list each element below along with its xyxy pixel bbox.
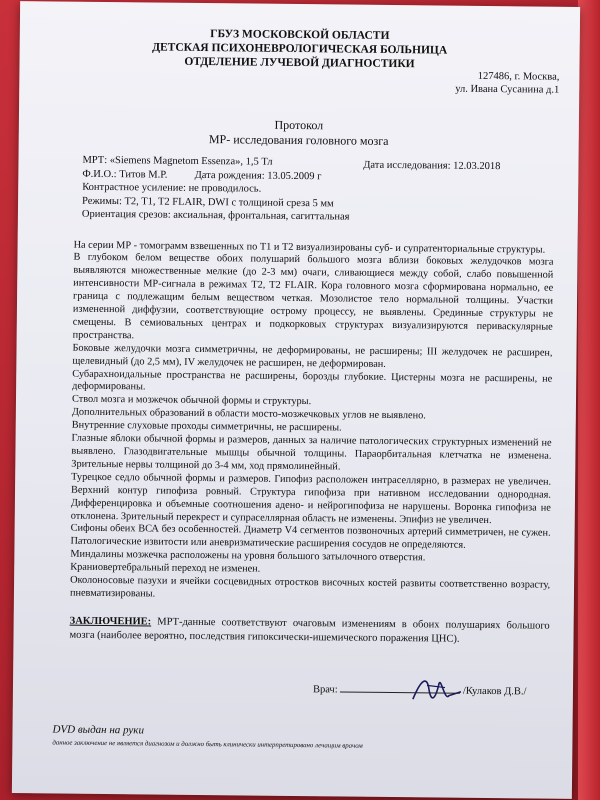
finding-paragraph: Краниовертебральный переход не изменен. [70, 561, 261, 575]
finding-paragraph: На серии МР - томограмм взвешенных по Т1 и Т2 визуализированы суб- и супратенториальные структуры. [73, 239, 546, 256]
findings-body [70, 239, 554, 605]
doctor-name: /Кулаков Д.В./ [462, 685, 527, 698]
institution-address [455, 70, 559, 97]
conclusion-label: ЗАКЛЮЧЕНИЕ: [69, 615, 152, 628]
finding-paragraph: Миндалины мозжечка расположены на уровня большого затылочного отверстия. [70, 548, 426, 564]
address-line-2: ул. Ивана Сусанина д.1 [455, 83, 560, 96]
finding-paragraph: Ствол мозга и мозжечок обычной формы и структуры. [71, 394, 312, 408]
scanner-info: МРТ: «Siemens Magnetom Essenza», 1,5 Тл [82, 154, 273, 168]
finding-paragraph: Субарахноидальные пространства не расширены, борозды глубокие. Цистерны мозга не расширены, не деформированы. [72, 368, 553, 393]
finding-paragraph: Глазные яблоки обычной формы и размеров, данных за наличие патологических структурных изменений не выявлено. Глазодвигательные мышцы обычной толщины. Параорбитальная клетчатка не изменена. Зрительные нервы толщиной до 3-4 мм, ход прямолинейный. [71, 432, 552, 473]
dvd-note: DVD выдан на руки [52, 723, 145, 737]
finding-paragraph: Дополнительных образований в области мосто-мозжечковых углов не выявлено. [71, 406, 426, 422]
signature-icon [405, 671, 465, 708]
finding-paragraph: Околоносовые пазухи и ячейки сосцевидных отростков височных костей развиты соответственно возрасту, пневматизированы. [69, 574, 551, 600]
finding-paragraph: Внутренние слуховые проходы симметричны, не расширены. [71, 419, 342, 434]
document-page [12, 1, 580, 799]
doctor-label: Врач: [312, 684, 338, 696]
document-title [19, 115, 579, 151]
conclusion-text: МРТ-данные соответствуют очаговым изменениям в обоих полушариях большого мозга (наиболее вероятно, последствия гипоксически-ишемического поражения ЦНС). [69, 616, 550, 645]
title-line-2: МР- исследования головного мозга [208, 132, 389, 148]
modes-info: Режимы: T2, T1, T2 FLAIR, DWI с толщиной среза 5 мм [82, 195, 334, 209]
footer [52, 723, 363, 749]
study-meta [82, 154, 579, 227]
finding-paragraph: В глубоком белом веществе обоих полушарий большого мозга вблизи боковых желудочков мозга выявляются множественные мелкие (до 2-3 мм) очаги, сливающиеся между собой, слабо повышенной интенсивности МР-сигнала в режимах T2, T2 FLAIR. Кора головного мозга сформирована нормально, ее граница с подлежащим белым веществом четкая. Мозолистое тело нормальной толщины. Участки измененной диффузии, соответствующие острому процессу, не выявлены. Срединные структуры не смещены. В семиовальных центрах и подкорковых структурах визуализируются периваскулярные пространства. [72, 252, 554, 342]
disclaimer: данное заключение не является диагнозом и должно быть клинически интерпретировано лечащим врачом [52, 739, 363, 750]
address-line-1: 127486, г. Москва, [477, 70, 560, 83]
background-folder-edge [578, 0, 600, 800]
header-line-3: ОТДЕЛЕНИЕ ЛУЧЕВОЙ ДИАГНОСТИКИ [184, 55, 415, 71]
title-line-1: Протокол [274, 117, 324, 133]
birth-date: Дата рождения: 13.05.2009 г [194, 169, 322, 182]
conclusion [69, 615, 549, 648]
contrast-info: Контрастное усиление: не проводилось. [82, 181, 262, 195]
header-line-2: ДЕТСКАЯ ПСИХОНЕВРОЛОГИЧЕСКАЯ БОЛЬНИЦА [152, 41, 448, 57]
patient-name: Ф.И.О.: Титов М.Р. [82, 168, 168, 181]
header-line-1: ГБУЗ МОСКОВСКОЙ ОБЛАСТИ [210, 28, 390, 42]
study-date: Дата исследования: 12.03.2018 [363, 159, 501, 173]
finding-paragraph: Сифоны обеих ВСА без особенностей. Диаметр V4 сегментов позвоночных артерий симметричен, не сужен. Патологические извитости или аневризматические расширения сосудов не определяются. [70, 523, 551, 552]
finding-paragraph: Боковые желудочки мозга симметричны, не деформированы, не расширены; III желудочек не расширен, щелевидный (до 2,5 мм), IV желудочек не расширен, не деформирован. [72, 342, 553, 370]
orientation-info: Ориентация срезов: аксиальная, фронтальная, сагиттальная [81, 208, 350, 223]
finding-paragraph: Турецкое седло обычной формы и размеров. Гипофиз расположен интраселлярно, в размерах не увеличен. Верхний контур гипофиза ровный. Структура гипофиза при нативном исследовании однородная. Дифференцировка и объемные соотношения адено- и нейрогипофиза не нарушены. Воронка гипофиза не отклонена. Зрительный перекрест и супраселлярная область не изменены. Эпифиз не увеличен. [70, 471, 552, 526]
institution-header [19, 25, 579, 73]
